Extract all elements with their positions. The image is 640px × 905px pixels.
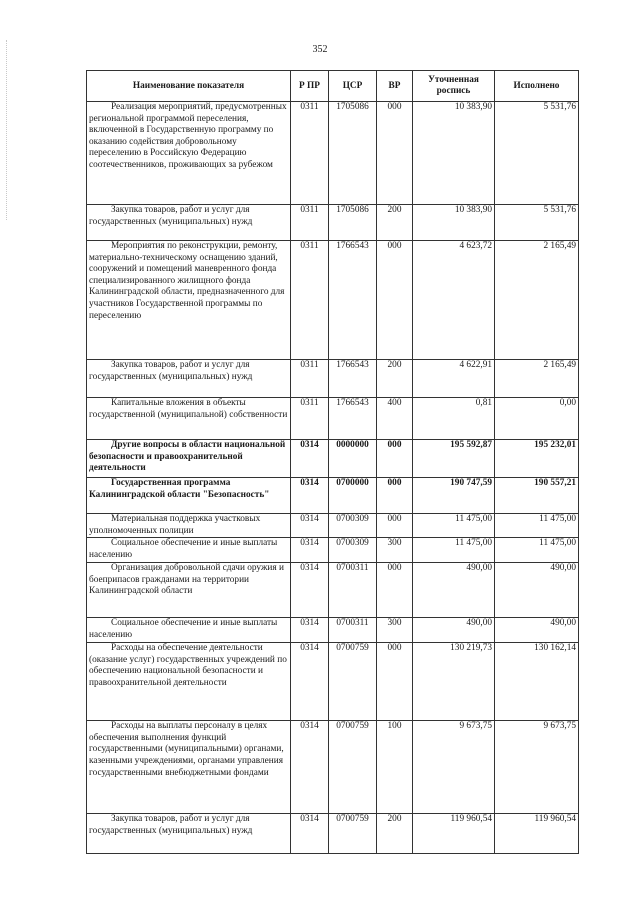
page-number: 352 [312, 44, 328, 55]
cell-vr: 000 [377, 643, 413, 721]
cell-plan: 10 383,90 [413, 205, 495, 241]
cell-done: 11 475,00 [495, 538, 579, 563]
cell-csr: 0700311 [329, 563, 377, 618]
table-row [87, 360, 579, 398]
cell-plan: 11 475,00 [413, 514, 495, 538]
cell-csr: 0700759 [329, 721, 377, 814]
cell-csr: 0700759 [329, 814, 377, 854]
cell-csr: 1766543 [329, 360, 377, 398]
cell-csr: 1705086 [329, 205, 377, 241]
cell-vr: 400 [377, 398, 413, 440]
cell-plan: 130 219,73 [413, 643, 495, 721]
header-csr: ЦСР [329, 71, 377, 102]
cell-name: Закупка товаров, работ и услуг для государственных (муниципальных) нужд [87, 205, 291, 241]
table-row [87, 205, 579, 241]
cell-rpr: 0314 [291, 563, 329, 618]
table-row [87, 478, 579, 514]
cell-csr: 1705086 [329, 102, 377, 205]
cell-name: Реализация мероприятий, предусмотренных региональной программой переселения, включенной в Государственную программу по оказанию содействия добровольному переселению в Российскую Федерацию соотечественников, проживающих за рубежом [87, 102, 291, 205]
cell-vr: 000 [377, 478, 413, 514]
cell-csr: 0700309 [329, 538, 377, 563]
table-row [87, 721, 579, 814]
header-name: Наименование показателя [87, 71, 291, 102]
cell-done: 0,00 [495, 398, 579, 440]
cell-name: Материальная поддержка участковых уполномоченных полиции [87, 514, 291, 538]
cell-rpr: 0311 [291, 205, 329, 241]
cell-vr: 200 [377, 814, 413, 854]
table-row [87, 563, 579, 618]
cell-plan: 9 673,75 [413, 721, 495, 814]
table-row [87, 618, 579, 643]
cell-rpr: 0314 [291, 478, 329, 514]
cell-csr: 1766543 [329, 398, 377, 440]
cell-name: Закупка товаров, работ и услуг для государственных (муниципальных) нужд [87, 814, 291, 854]
cell-vr: 000 [377, 241, 413, 360]
cell-plan: 4 622,91 [413, 360, 495, 398]
table-row [87, 814, 579, 854]
cell-plan: 490,00 [413, 563, 495, 618]
header-vr: ВР [377, 71, 413, 102]
budget-table [86, 70, 579, 854]
cell-rpr: 0314 [291, 643, 329, 721]
cell-rpr: 0314 [291, 538, 329, 563]
cell-plan: 195 592,87 [413, 440, 495, 478]
cell-vr: 000 [377, 102, 413, 205]
cell-vr: 000 [377, 440, 413, 478]
cell-plan: 10 383,90 [413, 102, 495, 205]
cell-rpr: 0311 [291, 360, 329, 398]
cell-csr: 0000000 [329, 440, 377, 478]
cell-rpr: 0314 [291, 618, 329, 643]
scan-edge-marks [6, 40, 8, 220]
cell-name: Закупка товаров, работ и услуг для государственных (муниципальных) нужд [87, 360, 291, 398]
cell-rpr: 0311 [291, 102, 329, 205]
header-plan: Уточненная роспись [413, 71, 495, 102]
cell-csr: 0700309 [329, 514, 377, 538]
cell-vr: 300 [377, 618, 413, 643]
cell-csr: 0700759 [329, 643, 377, 721]
table-row [87, 241, 579, 360]
cell-done: 119 960,54 [495, 814, 579, 854]
cell-plan: 4 623,72 [413, 241, 495, 360]
cell-name: Социальное обеспечение и иные выплаты населению [87, 538, 291, 563]
cell-done: 2 165,49 [495, 360, 579, 398]
cell-rpr: 0314 [291, 814, 329, 854]
cell-done: 5 531,76 [495, 205, 579, 241]
cell-csr: 0700311 [329, 618, 377, 643]
cell-csr: 0700000 [329, 478, 377, 514]
cell-vr: 300 [377, 538, 413, 563]
table-header-row [87, 71, 579, 102]
cell-done: 11 475,00 [495, 514, 579, 538]
cell-vr: 000 [377, 514, 413, 538]
cell-rpr: 0314 [291, 514, 329, 538]
cell-plan: 119 960,54 [413, 814, 495, 854]
cell-plan: 11 475,00 [413, 538, 495, 563]
table-row [87, 440, 579, 478]
cell-done: 130 162,14 [495, 643, 579, 721]
cell-csr: 1766543 [329, 241, 377, 360]
cell-done: 490,00 [495, 618, 579, 643]
cell-vr: 200 [377, 360, 413, 398]
cell-rpr: 0314 [291, 440, 329, 478]
table-row [87, 514, 579, 538]
header-rpr: Р ПР [291, 71, 329, 102]
cell-name: Расходы на обеспечение деятельности (оказание услуг) государственных учреждений по обеспечению национальной безопасности и правоохранительной деятельности [87, 643, 291, 721]
cell-done: 190 557,21 [495, 478, 579, 514]
cell-rpr: 0314 [291, 721, 329, 814]
cell-done: 2 165,49 [495, 241, 579, 360]
header-done: Исполнено [495, 71, 579, 102]
cell-name: Расходы на выплаты персоналу в целях обеспечения выполнения функций государственными (муниципальными) органами, казенными учреждениями, органами управления государственными внебюджетными фондами [87, 721, 291, 814]
cell-name: Капитальные вложения в объекты государственной (муниципальной) собственности [87, 398, 291, 440]
cell-plan: 490,00 [413, 618, 495, 643]
cell-plan: 0,81 [413, 398, 495, 440]
cell-done: 490,00 [495, 563, 579, 618]
cell-done: 5 531,76 [495, 102, 579, 205]
cell-done: 9 673,75 [495, 721, 579, 814]
cell-name: Организация добровольной сдачи оружия и боеприпасов гражданами на территории Калининградской области [87, 563, 291, 618]
cell-done: 195 232,01 [495, 440, 579, 478]
table-row [87, 538, 579, 563]
cell-name: Государственная программа Калининградской области "Безопасность" [87, 478, 291, 514]
cell-name: Социальное обеспечение и иные выплаты населению [87, 618, 291, 643]
cell-rpr: 0311 [291, 241, 329, 360]
table-row [87, 398, 579, 440]
table-row [87, 643, 579, 721]
cell-name: Мероприятия по реконструкции, ремонту, материально-техническому оснащению зданий, сооружений и помещений маневренного фонда специализированного жилищного фонда Калининградской области, предназначенного для участников Государственной программы по переселению [87, 241, 291, 360]
cell-vr: 000 [377, 563, 413, 618]
table-row [87, 102, 579, 205]
cell-vr: 200 [377, 205, 413, 241]
cell-name: Другие вопросы в области национальной безопасности и правоохранительной деятельности [87, 440, 291, 478]
cell-plan: 190 747,59 [413, 478, 495, 514]
cell-vr: 100 [377, 721, 413, 814]
cell-rpr: 0311 [291, 398, 329, 440]
